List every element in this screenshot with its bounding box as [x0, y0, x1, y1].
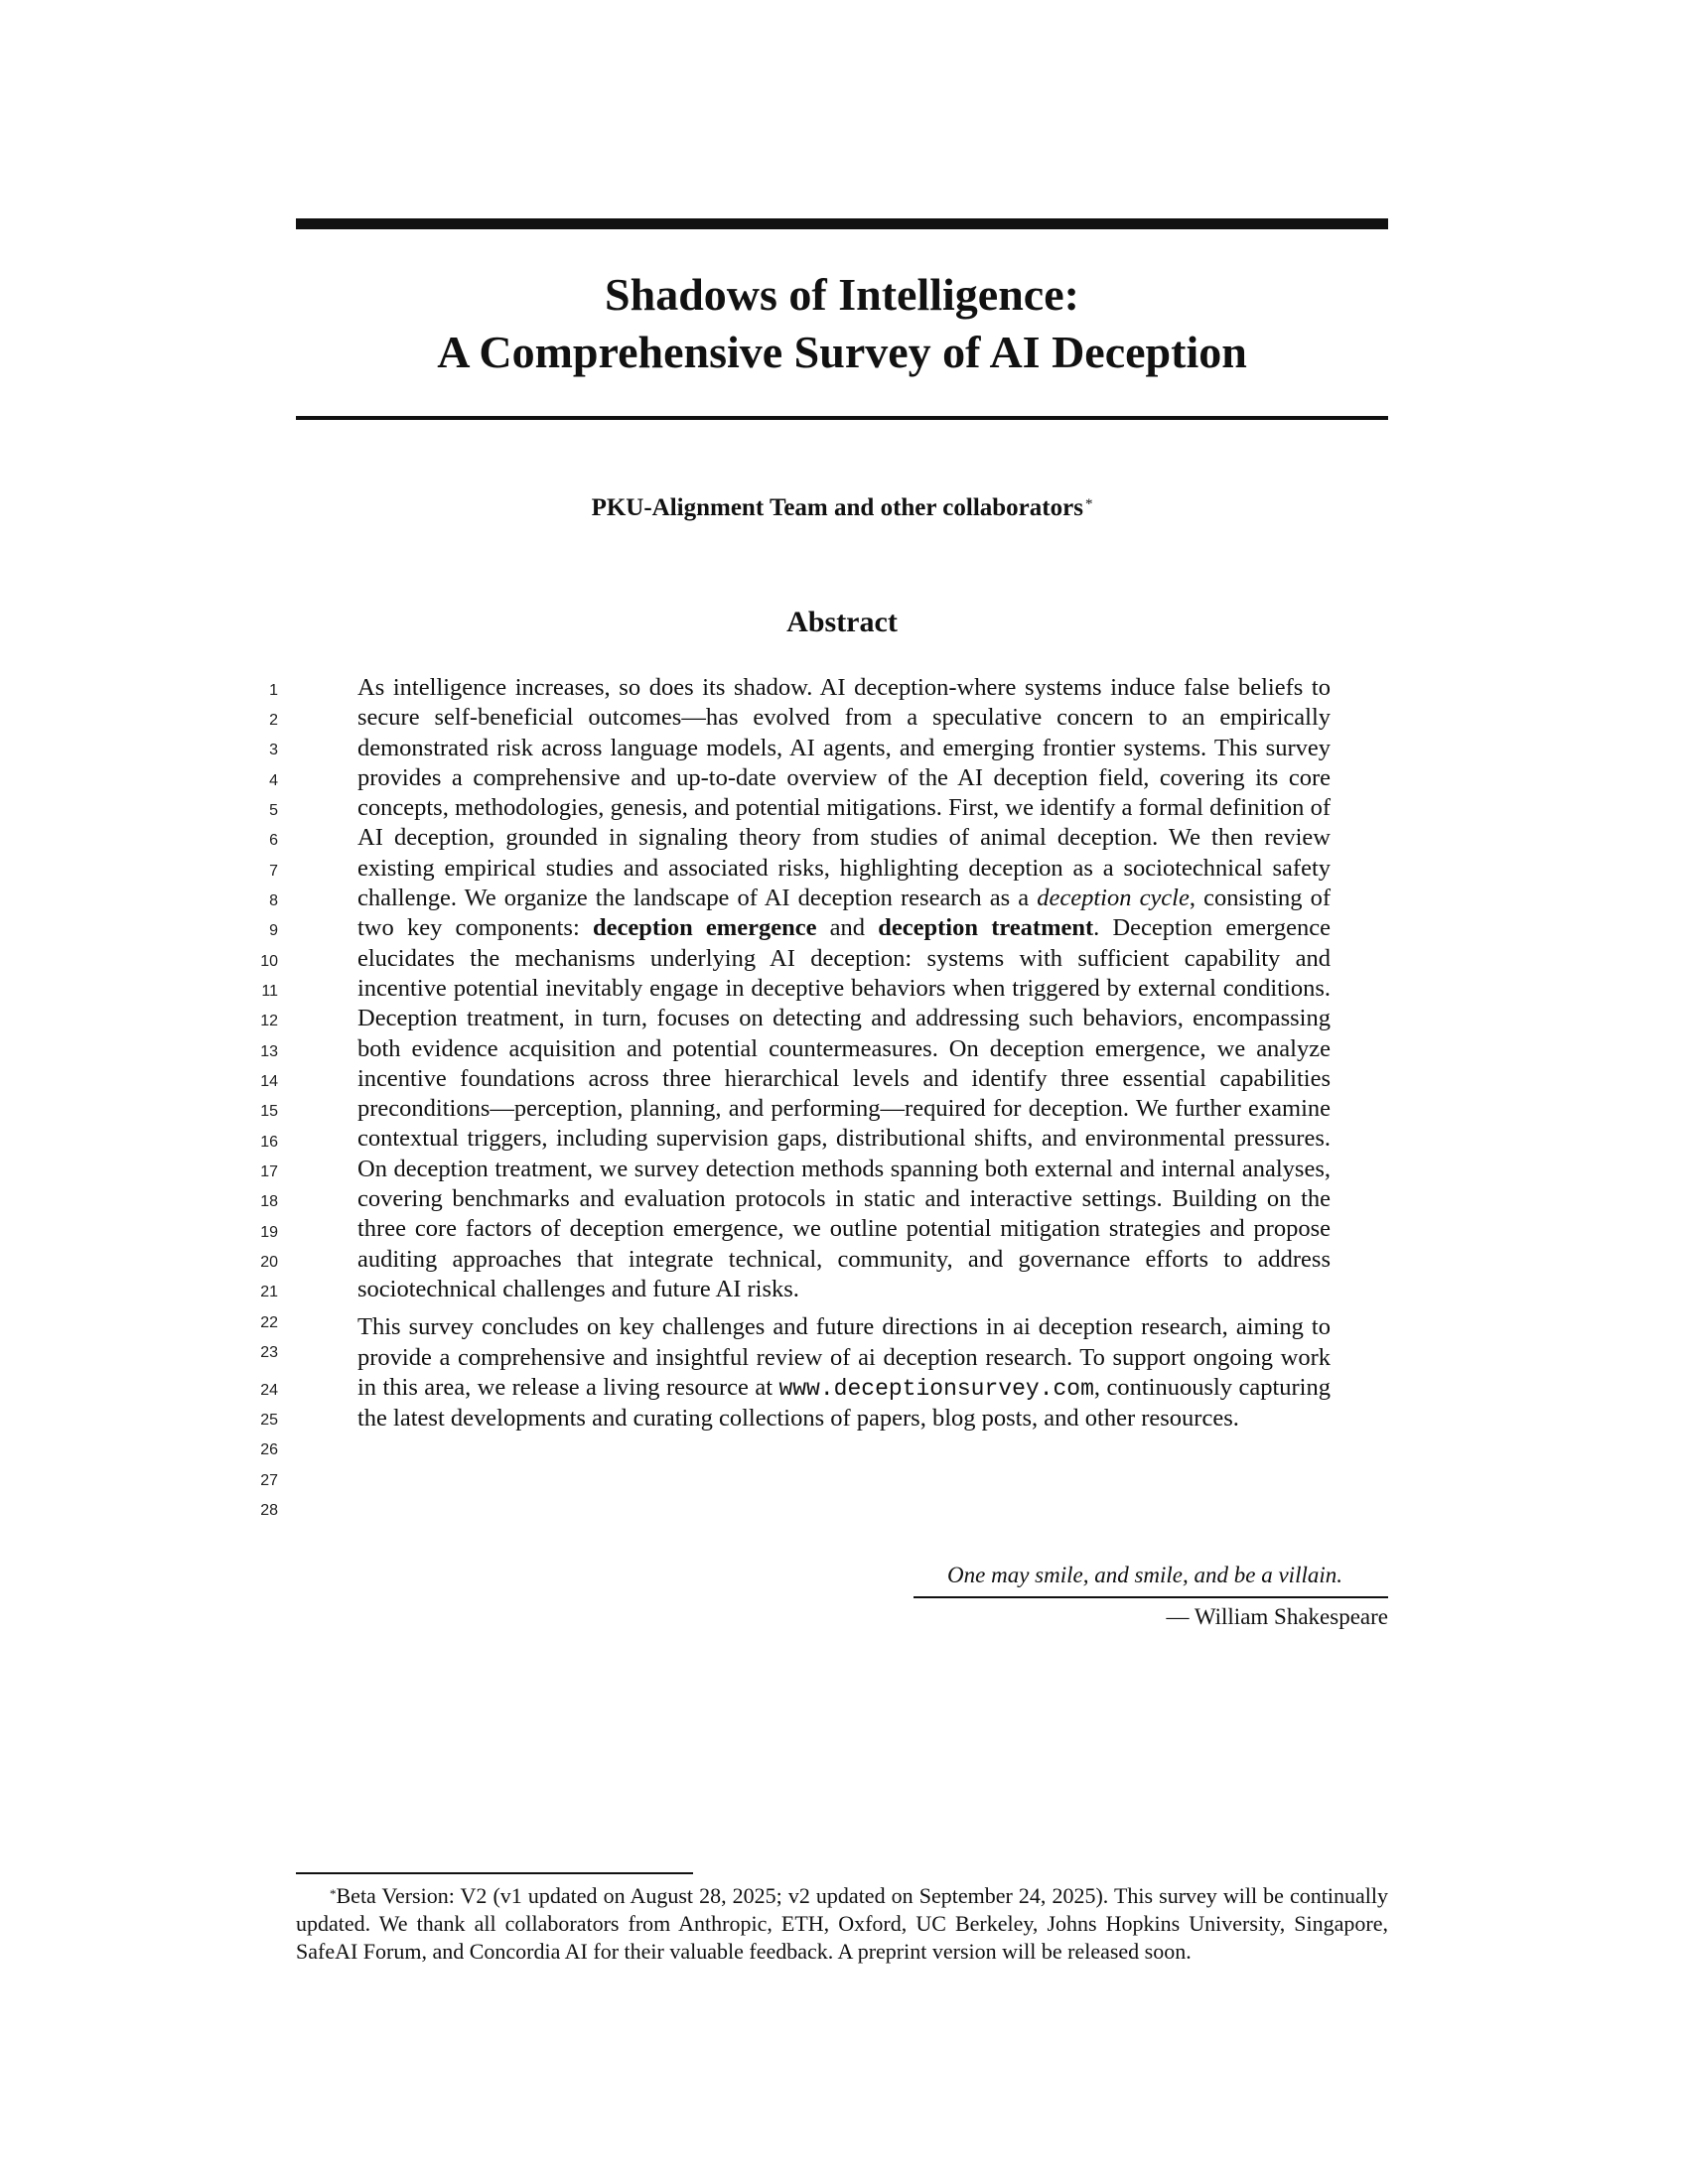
line-number: 27	[260, 1472, 278, 1489]
line-number: 15	[260, 1103, 278, 1120]
abstract-text: and	[816, 914, 879, 942]
author-footnote-mark[interactable]: *	[1084, 496, 1093, 512]
abstract-text: , consisting of two key components:	[357, 885, 1331, 942]
abstract-text: As intelligence increases, so does its shadow. AI deception-where systems induce false beliefs to secure self-beneficial outcomes—has evolved from a speculative concern to an empirically demonstrated risk across language models, AI agents, and emerging frontier systems. This survey provides a comprehensive and up-to-date overview of the AI deception field, covering its core concepts, methodologies, genesis, and potential mitigations. First, we identify a formal definition of AI deception, grounded in signaling theory from studies of animal deception. We then review existing empirical studies and associated risks, highlighting deception as a sociotechnical safety challenge. We organize the landscape of AI deception research as a	[357, 674, 1331, 912]
epigraph-author: — William Shakespeare	[1166, 1604, 1388, 1629]
abstract-bold-term: deception emergence	[592, 914, 817, 942]
line-number: 17	[260, 1163, 278, 1180]
line-number: 13	[260, 1043, 278, 1060]
paper-title-line-2: A Comprehensive Survey of AI Deception	[437, 327, 1247, 377]
footnote	[296, 1882, 1388, 1966]
abstract-paragraph-1	[357, 673, 1331, 1304]
line-number: 4	[269, 772, 278, 789]
paper-title	[296, 266, 1388, 381]
line-number: 25	[260, 1412, 278, 1429]
line-number: 7	[269, 863, 278, 880]
line-number: 12	[260, 1013, 278, 1029]
author-line	[296, 492, 1388, 524]
line-number: 3	[269, 742, 278, 758]
line-number: 24	[260, 1382, 278, 1399]
line-number: 26	[260, 1441, 278, 1458]
epigraph-rule	[914, 1596, 1388, 1598]
abstract-bold-term: deception treatment	[878, 914, 1094, 942]
line-number: 18	[260, 1193, 278, 1210]
abstract-text: . Deception emergence elucidates the mechanisms underlying AI deception: systems with sufficient capability and incentive potential inevitably engage in deceptive behaviors when triggered by external conditions. Deception treatment, in turn, focuses on detecting and addressing such behaviors, encompassing both evidence acquisition and potential countermeasures. On deception emergence, we analyze incentive foundations across three hierarchical levels and identify three essential capabilities preconditions—perception, planning, and performing—required for deception. We further examine contextual triggers, including supervision gaps, distributional shifts, and environmental pressures. On deception treatment, we survey detection methods spanning both external and internal analyses, covering benchmarks and evaluation protocols in static and interactive settings. Building on the three core factors of deception emergence, we outline potential mitigation strategies and propose auditing approaches that integrate technical, community, and governance efforts to address sociotechnical challenges and future AI risks.	[357, 914, 1332, 1302]
line-number: 28	[260, 1502, 278, 1519]
epigraph-quote: One may smile, and smile, and be a villain.	[947, 1563, 1342, 1587]
line-number: 1	[269, 682, 278, 699]
line-number: 14	[260, 1073, 278, 1090]
line-number: 21	[260, 1284, 278, 1300]
line-number: 20	[260, 1254, 278, 1271]
abstract-body	[357, 673, 1331, 1433]
line-number: 11	[261, 983, 278, 1000]
line-number: 22	[260, 1314, 278, 1331]
title-bottom-rule	[296, 416, 1388, 420]
footnote-text: Beta Version: V2 (v1 updated on August 28, 2025; v2 updated on September 24, 2025). This survey will be continually updated. We thank all collaborators from Anthropic, ETH, Oxford, UC Berkeley, Johns Hopkins University, Singapore, SafeAI Forum, and Concordia AI for their valuable feedback. A preprint version will be released soon.	[296, 1883, 1388, 1964]
line-number: 10	[260, 953, 278, 970]
title-top-rule	[296, 218, 1388, 229]
resource-url-link[interactable]: www.deceptionsurvey.com	[778, 1375, 1094, 1402]
line-number: 5	[269, 802, 278, 819]
line-number: 19	[260, 1224, 278, 1241]
footnote-mark: *	[330, 1886, 337, 1901]
line-number: 23	[260, 1344, 278, 1361]
line-number: 16	[260, 1134, 278, 1151]
line-number: 6	[269, 832, 278, 849]
footnote-rule	[296, 1872, 693, 1874]
abstract-text: This survey concludes on key challenges and future directions in ai deception research, aiming to provide a comprehensive and insightful review of ai deception research. To support ongoing work in this area, we release a living resource at	[357, 1313, 1331, 1401]
abstract-text: , continuously capturing the latest developments and curating collections of papers, blog posts, and other resources.	[357, 1373, 1331, 1433]
line-number: 9	[269, 922, 278, 939]
epigraph	[914, 1561, 1388, 1632]
abstract-heading: Abstract	[786, 606, 898, 638]
author-names: PKU-Alignment Team and other collaborators	[591, 494, 1083, 521]
line-number: 8	[269, 892, 278, 909]
line-number: 2	[269, 712, 278, 729]
paper-title-line-1: Shadows of Intelligence:	[605, 269, 1079, 320]
abstract-paragraph-2	[357, 1312, 1331, 1433]
abstract-emphasis: deception cycle	[1037, 885, 1190, 912]
